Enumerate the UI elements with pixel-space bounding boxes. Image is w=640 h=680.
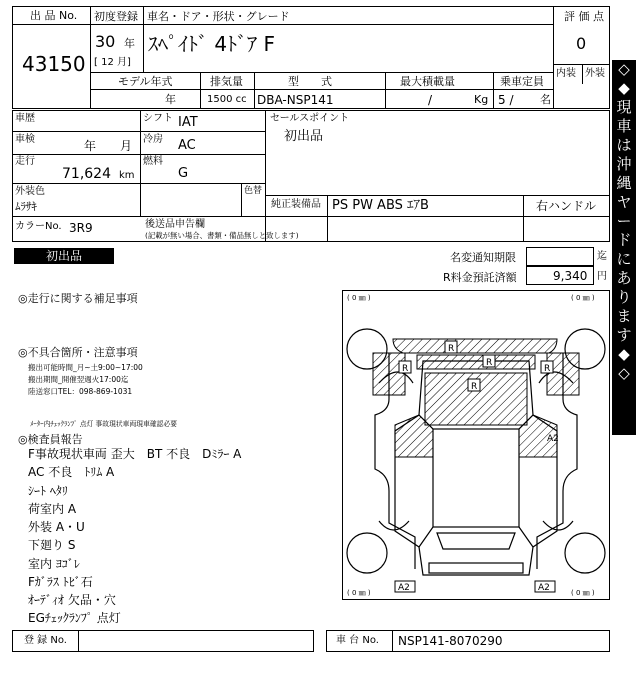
report-line: Fｶﾞﾗｽ ﾄﾋﾞ石: [28, 575, 93, 589]
report-line: 室内 ﾖｺﾞﾚ: [28, 557, 80, 571]
recycle-value: 9,340: [553, 269, 588, 283]
mileage-value: 71,624: [62, 166, 111, 182]
chassis-number: NSP141-8070290: [398, 634, 503, 648]
color-change-label: 色替: [244, 186, 263, 196]
shift-label: シフト: [143, 113, 173, 124]
banner-char: ま: [616, 307, 632, 325]
banner-char: ー: [616, 212, 632, 230]
fuel-value: G: [178, 166, 189, 181]
color-no-label: カラーNo.: [15, 221, 62, 232]
model-year-label: モデル年式: [118, 75, 173, 88]
report-line: AC 不良 ﾄﾘﾑ A: [28, 465, 115, 479]
report-line: 外装 A・U: [28, 520, 85, 534]
report-line: EGﾁｪｯｸﾗﾝﾌﾟ 点灯: [28, 611, 121, 625]
history-label: 車歴: [15, 113, 35, 124]
score-label: 評 価 点: [564, 10, 604, 23]
mileage-unit: km: [119, 170, 135, 181]
name-change-box: [526, 247, 594, 266]
banner-char: す: [616, 326, 632, 344]
pickup-line-3: 陸送窓口TEL：098-869-1031: [28, 387, 133, 396]
ext-color-value: ﾑﾗｻｷ: [15, 200, 37, 213]
recycle-label: R料金預託済額: [443, 271, 517, 284]
report-line: ｼｰﾄ ﾍﾀﾘ: [28, 484, 68, 498]
damage-mark: A2: [538, 583, 550, 593]
first-listing-badge: 初出品: [14, 248, 114, 264]
capacity-unit: 名: [540, 93, 551, 106]
oem-items: PS PW ABS ｴｱB: [332, 198, 429, 213]
score-value: 0: [576, 34, 587, 53]
ac-label: 冷房: [143, 134, 163, 145]
max-load-value: /: [428, 93, 433, 107]
banner-char: ◇: [618, 60, 630, 78]
capacity-label: 乗車定員: [500, 75, 544, 88]
ext-color-label: 外装色: [15, 186, 45, 197]
lot-label: 出 品 No.: [30, 9, 78, 22]
name-change-label: 名変通知期限: [450, 251, 516, 264]
driving-notes-heading: ◎走行に関する補足事項: [18, 292, 138, 305]
report-line: 荷室内 A: [28, 502, 77, 516]
damage-mark: A2: [398, 583, 410, 593]
color-no-value: 3R9: [69, 221, 93, 235]
banner-char: 縄: [616, 174, 632, 192]
sales-point-label: セールスポイント: [270, 113, 350, 124]
car-diagram: [342, 290, 610, 600]
aftermarket-note: (記載が無い場合、書類・備品無しと致します): [145, 231, 299, 240]
report-line: ｵｰﾃﾞｨｵ 欠品・穴: [28, 593, 116, 607]
model-label: 型 式: [288, 75, 332, 88]
first-reg-label: 初度登録: [94, 10, 138, 23]
car-name: ｽﾍﾟｲﾄﾞ 4ﾄﾞｱ F: [148, 32, 275, 56]
tire-depth-label: ( 0 ㎜ ): [571, 589, 595, 597]
displacement-label: 排気量: [210, 75, 243, 88]
ac-value: AC: [178, 138, 196, 153]
inspector-heading: ◎検査員報告: [18, 433, 83, 446]
sales-point-value: 初出品: [284, 129, 324, 144]
exterior-label: 外装: [585, 68, 605, 79]
recycle-unit: 円: [597, 271, 607, 282]
steering-value: 右ハンドル: [536, 199, 597, 213]
location-banner: [612, 60, 636, 435]
banner-char: あ: [616, 269, 632, 287]
damage-mark: A2: [547, 434, 559, 444]
capacity-value: 5 /: [498, 93, 514, 107]
banner-char: ◆: [618, 345, 630, 363]
banner-char: り: [616, 288, 632, 306]
tire-depth-label: ( 0 ㎜ ): [347, 294, 371, 302]
inspection-label: 車検: [15, 134, 35, 145]
first-reg-year-unit: 年: [124, 37, 135, 50]
shift-value: IAT: [178, 115, 198, 130]
damage-mark: R: [471, 382, 478, 392]
banner-char: に: [616, 250, 632, 268]
model-year-unit: 年: [165, 93, 176, 106]
name-change-unit: 迄: [597, 251, 607, 262]
defects-heading: ◎不具合箇所・注意事項: [18, 346, 138, 359]
tire-depth-label: ( 0 ㎜ ): [347, 589, 371, 597]
max-load-label: 最大積載量: [400, 75, 455, 88]
lot-number: 43150: [22, 52, 86, 76]
banner-char: ◆: [618, 79, 630, 97]
meter-note: ﾒｰﾀｰ内ﾁｪｯｸﾗﾝﾌﾟ 点灯 事故現状車両現車確認必要: [30, 420, 178, 428]
first-reg-month: [ 12 月]: [94, 57, 131, 68]
registration-label: 登 録 No.: [24, 635, 67, 646]
model-value: DBA-NSP141: [257, 93, 334, 107]
banner-char: ヤ: [616, 193, 632, 211]
banner-char: ◇: [618, 364, 630, 382]
max-load-unit: Kg: [474, 93, 489, 106]
displacement-value: 1500 cc: [207, 94, 247, 105]
oem-label: 純正装備品: [271, 199, 321, 210]
damage-mark: R: [448, 344, 455, 354]
banner-char: 沖: [616, 155, 632, 173]
tire-depth-label: ( 0 ㎜ ): [571, 294, 595, 302]
pickup-line-2: 搬出期間_開催翌週火17:00迄: [28, 375, 129, 384]
banner-char: 現: [616, 98, 632, 116]
chassis-label: 車 台 No.: [336, 635, 379, 646]
damage-mark: R: [486, 358, 493, 368]
banner-char: 車: [616, 117, 632, 135]
car-name-label: 車名・ドア・形状・グレード: [147, 10, 290, 23]
report-line: F事故現状車両 歪大 BT 不良 Dﾐﾗｰ A: [28, 447, 242, 461]
pickup-line-1: 搬出可能時間_月~土9:00~17:00: [28, 363, 143, 372]
report-line: 下廻り S: [28, 538, 76, 552]
mileage-label: 走行: [15, 156, 35, 167]
banner-char: ド: [616, 231, 632, 249]
first-reg-year: 30: [95, 32, 116, 51]
interior-label: 内装: [556, 68, 576, 79]
damage-mark: R: [402, 364, 409, 374]
aftermarket-label: 後送品申告欄: [145, 219, 205, 230]
banner-char: は: [616, 136, 632, 154]
car-diagram-drawing: [343, 291, 609, 599]
inspection-value: 年 月: [84, 139, 133, 153]
fuel-label: 燃料: [143, 156, 163, 167]
damage-mark: R: [544, 364, 551, 374]
